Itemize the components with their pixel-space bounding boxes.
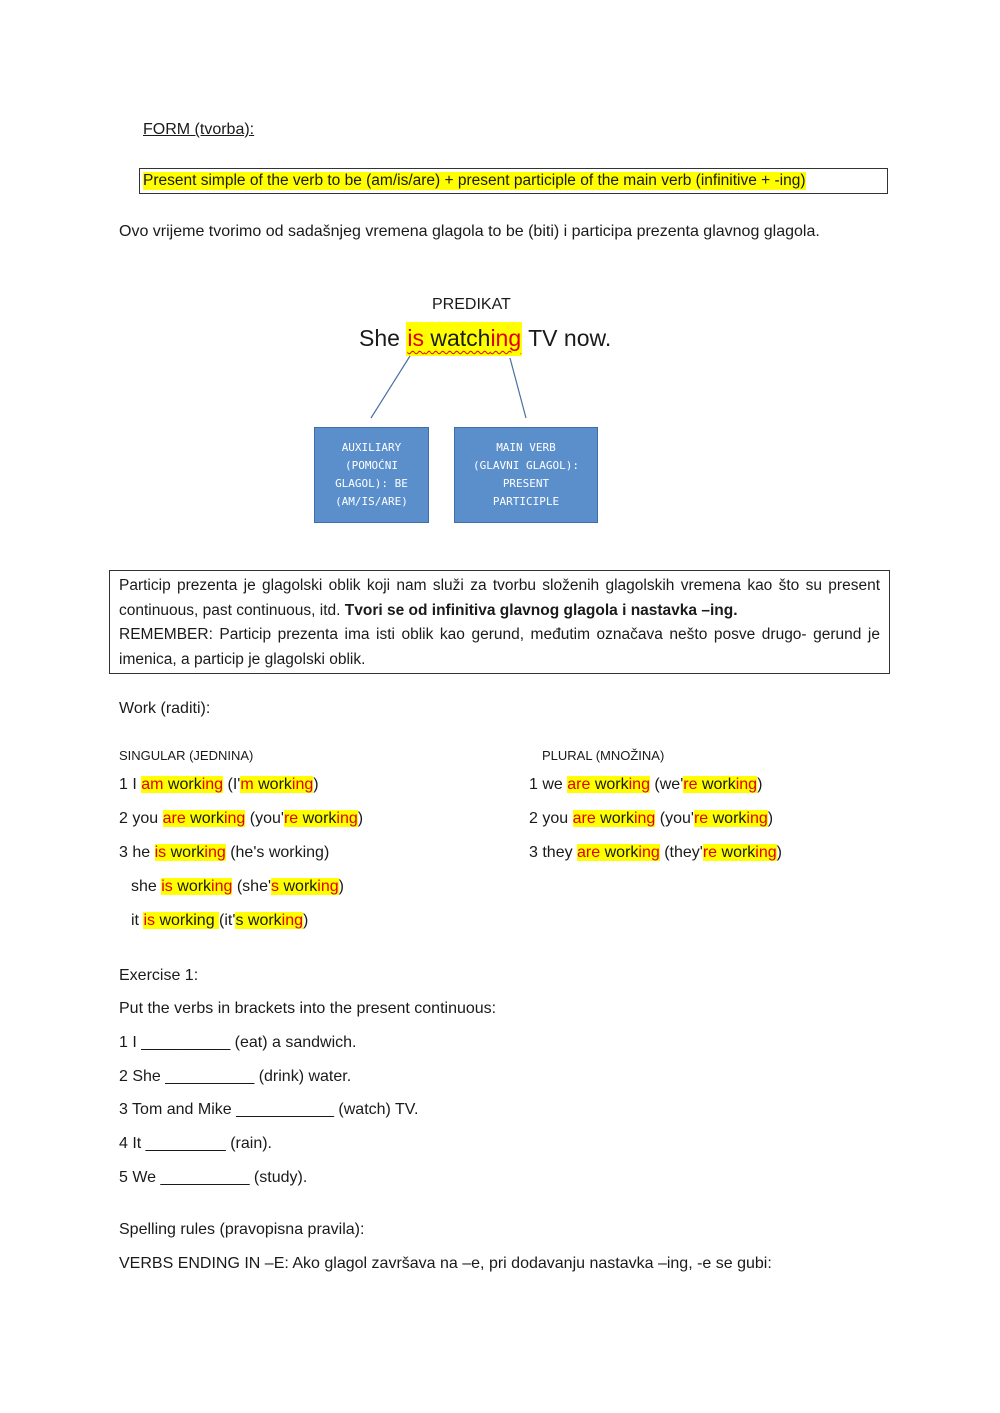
conj-caux: m	[240, 776, 254, 793]
predicate-label: PREDIKAT	[432, 296, 511, 313]
conj-cstem: work	[701, 776, 736, 793]
conj-stem: work	[600, 810, 634, 827]
conj-aux: are	[572, 810, 596, 827]
conj-short-form	[240, 776, 313, 793]
conj-close: )	[357, 810, 364, 827]
spelling-heading: Spelling rules (pravopisna pravila):	[119, 1221, 365, 1238]
conj-long-form	[577, 844, 660, 861]
conj-singular-5	[131, 912, 308, 930]
conj-short-form	[235, 912, 303, 929]
conj-pronoun: 2 you	[529, 810, 573, 827]
diagram-stem: watch	[430, 325, 491, 351]
conj-pronoun: it	[131, 912, 144, 929]
plural-heading: PLURAL (MNOŽINA)	[542, 748, 665, 763]
main-verb-box	[454, 427, 598, 523]
info-line1: Particip prezenta je glagolski oblik koji nam služi za tvorbu složenih glagolskih vremena kao što su present continuous, past continuous, itd.	[119, 577, 880, 619]
conj-short-form	[683, 776, 757, 793]
conj-pronoun: 2 you	[119, 810, 163, 827]
conj-cing: ing	[291, 776, 314, 793]
conj-stem: work	[190, 810, 224, 827]
conj-cstem: work	[258, 776, 292, 793]
conj-caux: re	[702, 844, 718, 861]
conj-long-form	[163, 810, 246, 827]
diagram-subject: She	[359, 325, 400, 351]
conj-caux: s	[235, 912, 244, 929]
conj-long-form	[161, 878, 232, 895]
conj-caux: re	[683, 776, 698, 793]
work-heading: Work (raditi):	[119, 700, 211, 717]
conj-ing: ing	[638, 844, 660, 861]
participle-info-box	[109, 570, 890, 674]
conj-short-form	[703, 844, 777, 861]
conj-ing: ing	[204, 844, 226, 861]
conj-ing: ing	[633, 810, 656, 827]
exercise-instruction: Put the verbs in brackets into the present continuous:	[119, 1000, 497, 1017]
conj-singular-2	[119, 810, 363, 828]
conj-pronoun: 3 he	[119, 844, 155, 861]
conj-cstem: work	[247, 912, 282, 929]
conj-aux: am	[141, 776, 164, 793]
conj-caux: re	[693, 810, 709, 827]
conj-ing: ing	[628, 776, 650, 793]
info-bold: Tvori se od infinitiva glavnog glagola i nastavka –ing.	[344, 601, 738, 619]
connector-aux	[371, 356, 410, 418]
conj-cing: ing	[281, 912, 304, 929]
conj-long-form	[567, 776, 650, 793]
conj-cing: ing	[735, 776, 758, 793]
conj-pronoun: 1 I	[119, 776, 142, 793]
conj-stem: work	[167, 776, 202, 793]
main-verb-box-text: MAIN VERB (GLAVNI GLAGOL): PRESENT PARTICIPLE	[473, 441, 579, 508]
conj-open: (she'	[232, 878, 272, 895]
conj-ing: ing	[223, 810, 246, 827]
conj-ing: ing	[211, 878, 233, 895]
conj-cing: ing	[755, 844, 777, 861]
conj-short-form	[271, 878, 339, 895]
conj-long-form	[573, 810, 656, 827]
conj-long-form	[155, 844, 226, 861]
conj-open: (it'	[219, 912, 236, 929]
exercise-title: Exercise 1:	[119, 967, 199, 984]
conj-close: )	[313, 776, 319, 793]
info-paragraph	[119, 574, 880, 623]
conj-open: (they'	[659, 844, 703, 861]
conj-plural-1	[529, 776, 762, 794]
conj-close: )	[757, 776, 763, 793]
conj-caux: re	[283, 810, 299, 827]
exercise-item: 5 We __________ (study).	[119, 1169, 308, 1186]
conj-close: )	[776, 844, 782, 861]
diagram-aux: is	[407, 325, 424, 351]
conj-aux: is	[154, 844, 167, 861]
conj-open: (we'	[649, 776, 684, 793]
diagram-rest: TV now.	[528, 325, 612, 351]
conj-aux: are	[577, 844, 601, 861]
conj-aux: are	[567, 776, 591, 793]
exercise-item: 1 I __________ (eat) a sandwich.	[119, 1034, 357, 1051]
conj-cstem: work	[302, 810, 337, 827]
exercise-item: 2 She __________ (drink) water.	[119, 1068, 352, 1085]
conj-close: )	[323, 844, 330, 861]
conj-singular-3	[119, 844, 329, 862]
conj-aux: is	[161, 878, 173, 895]
exercise-item: 3 Tom and Mike ___________ (watch) TV.	[119, 1101, 419, 1118]
conj-open: (he'	[225, 844, 257, 861]
conj-long-form	[143, 912, 219, 929]
conj-cstem: work	[283, 878, 318, 895]
conj-close: )	[303, 912, 309, 929]
conj-cing: ing	[336, 810, 358, 827]
conj-open: (you'	[245, 810, 284, 827]
conj-plural-3	[529, 844, 782, 862]
conj-aux: are	[162, 810, 186, 827]
conj-stem: work	[594, 776, 629, 793]
conj-cstem: work	[712, 810, 747, 827]
conj-pronoun: 1 we	[529, 776, 568, 793]
conj-plural-2	[529, 810, 773, 828]
conj-stem: work	[177, 878, 212, 895]
conj-ing: ing	[201, 776, 224, 793]
diagram-ing: ing	[490, 325, 522, 351]
intro-text: Ovo vrijeme tvorimo od sadašnjeg vremena glagola to be (biti) i participa prezenta glavnog glagola.	[119, 223, 820, 240]
info-remember: REMEMBER: Particip prezenta ima isti oblik kao gerund, međutim označava nešto posve drugo- gerund je imenica, a particip je glagolski oblik.	[119, 626, 880, 668]
conj-singular-4	[131, 878, 344, 896]
auxiliary-box	[314, 427, 429, 523]
auxiliary-box-text: AUXILIARY (POMOĆNI GLAGOL): BE (AM/IS/ARE)	[335, 441, 408, 508]
conj-short-form	[284, 810, 358, 827]
conj-cing: ing	[746, 810, 768, 827]
form-heading: FORM (tvorba):	[143, 121, 255, 138]
connector-main	[510, 358, 526, 418]
conj-verb: working	[155, 912, 220, 929]
conj-stem: work	[604, 844, 639, 861]
conj-aux: is	[143, 912, 156, 929]
conj-pronoun: she	[131, 878, 162, 895]
conj-caux: s	[271, 878, 280, 895]
conj-singular-1	[119, 776, 319, 794]
conj-long-form	[141, 776, 223, 793]
conj-cing: ing	[317, 878, 339, 895]
conj-close: )	[767, 810, 774, 827]
conj-pronoun: 3 they	[529, 844, 578, 861]
conj-open: (I'	[223, 776, 241, 793]
conj-cstem: work	[721, 844, 756, 861]
singular-heading: SINGULAR (JEDNINA)	[119, 748, 254, 763]
conj-short-form	[694, 810, 768, 827]
spelling-rule: VERBS ENDING IN –E: Ako glagol završava na –e, pri dodavanju nastavka –ing, -e se gubi:	[119, 1255, 772, 1272]
conj-close: )	[338, 878, 344, 895]
exercise-item: 4 It _________ (rain).	[119, 1135, 272, 1152]
conj-open: (you'	[655, 810, 694, 827]
conj-stem: work	[170, 844, 205, 861]
form-rule-text: Present simple of the verb to be (am/is/are) + present participle of the main verb (infinitive + -ing)	[143, 172, 806, 189]
conj-short-form: s working	[256, 844, 324, 861]
